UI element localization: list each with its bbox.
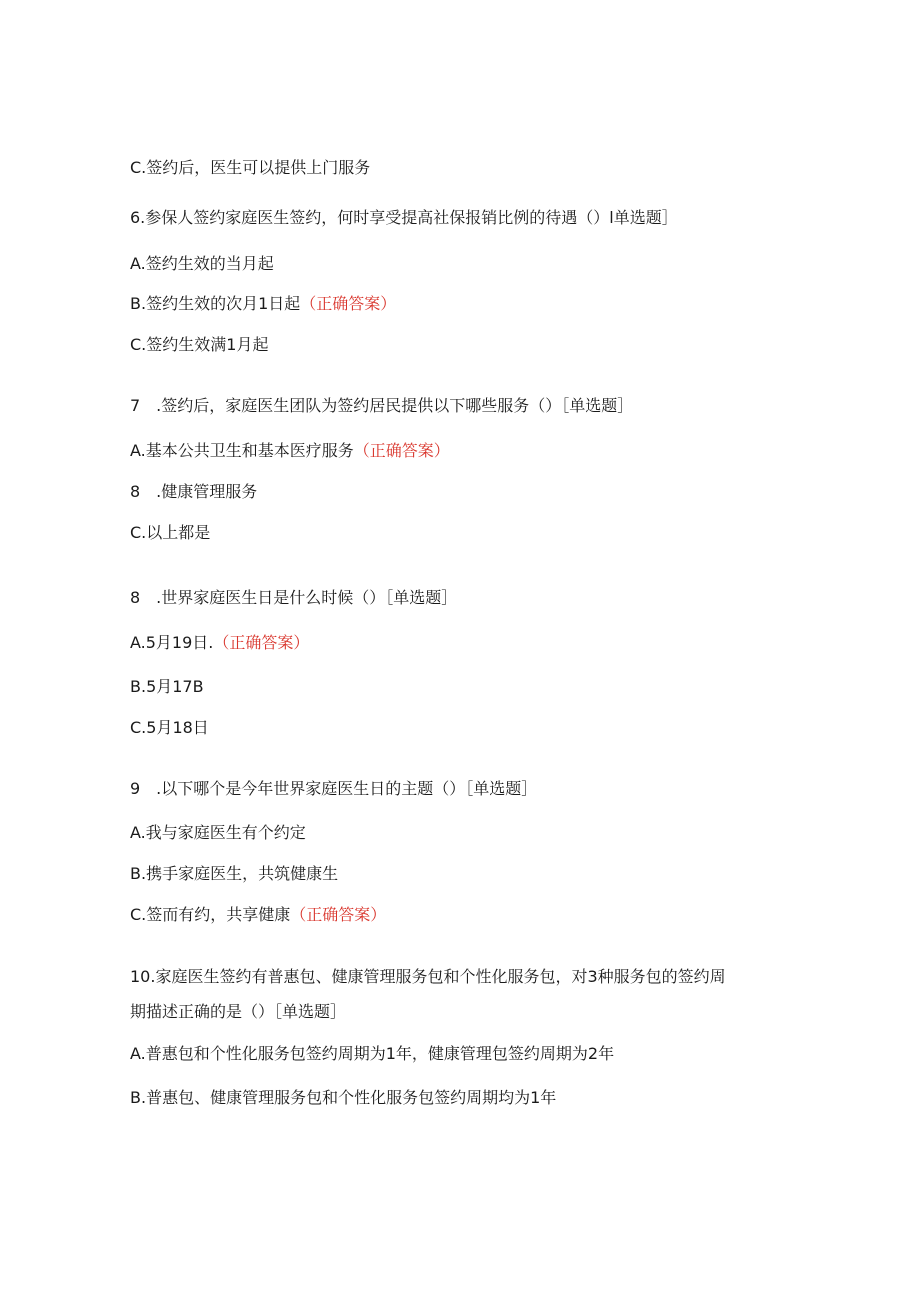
question-line: 9 .以下哪个是今年世界家庭医生日的主题（）［单选题］: [130, 779, 538, 798]
question-line: 期描述正确的是（）［单选题］: [130, 1002, 347, 1021]
option-line: A.基本公共卫生和基本医疗服务（正确答案）: [130, 441, 450, 460]
option-line: A.我与家庭医生有个约定: [130, 823, 306, 842]
option-line: A.普惠包和个性化服务包签约周期为1年，健康管理包签约周期为2年: [130, 1044, 615, 1063]
option-line: B.携手家庭医生，共筑健康生: [130, 864, 339, 883]
option-line: C.签约后，医生可以提供上门服务: [130, 158, 371, 177]
question-line: 7 .签约后，家庭医生团队为签约居民提供以下哪些服务（）［单选题］: [130, 396, 634, 415]
option-line: C.签约生效满1月起: [130, 335, 269, 354]
option-line: B.5月17B: [130, 677, 204, 696]
correct-answer-mark: （正确答案）: [290, 905, 387, 924]
option-line: B.签约生效的次月1日起（正确答案）: [130, 294, 397, 313]
option-line: B.普惠包、健康管理服务包和个性化服务包签约周期均为1年: [130, 1088, 557, 1107]
option-line: C.以上都是: [130, 523, 211, 542]
correct-answer-mark: （正确答案）: [300, 294, 397, 313]
option-line: A.签约生效的当月起: [130, 254, 274, 273]
option-line: A.5月19日.（正确答案）: [130, 633, 310, 652]
option-line: C.5月18日: [130, 718, 209, 737]
question-line: 10.家庭医生签约有普惠包、健康管理服务包和个性化服务包，对3种服务包的签约周: [130, 967, 726, 986]
option-line: C.签而有约，共享健康（正确答案）: [130, 905, 387, 924]
correct-answer-mark: （正确答案）: [213, 633, 310, 652]
correct-answer-mark: （正确答案）: [353, 441, 450, 460]
question-line: 6.参保人签约家庭医生签约，何时享受提高社保报销比例的待遇（）l单选题］: [130, 208, 678, 227]
option-line: 8 .健康管理服务: [130, 482, 258, 501]
question-line: 8 .世界家庭医生日是什么时候（）［单选题］: [130, 588, 458, 607]
